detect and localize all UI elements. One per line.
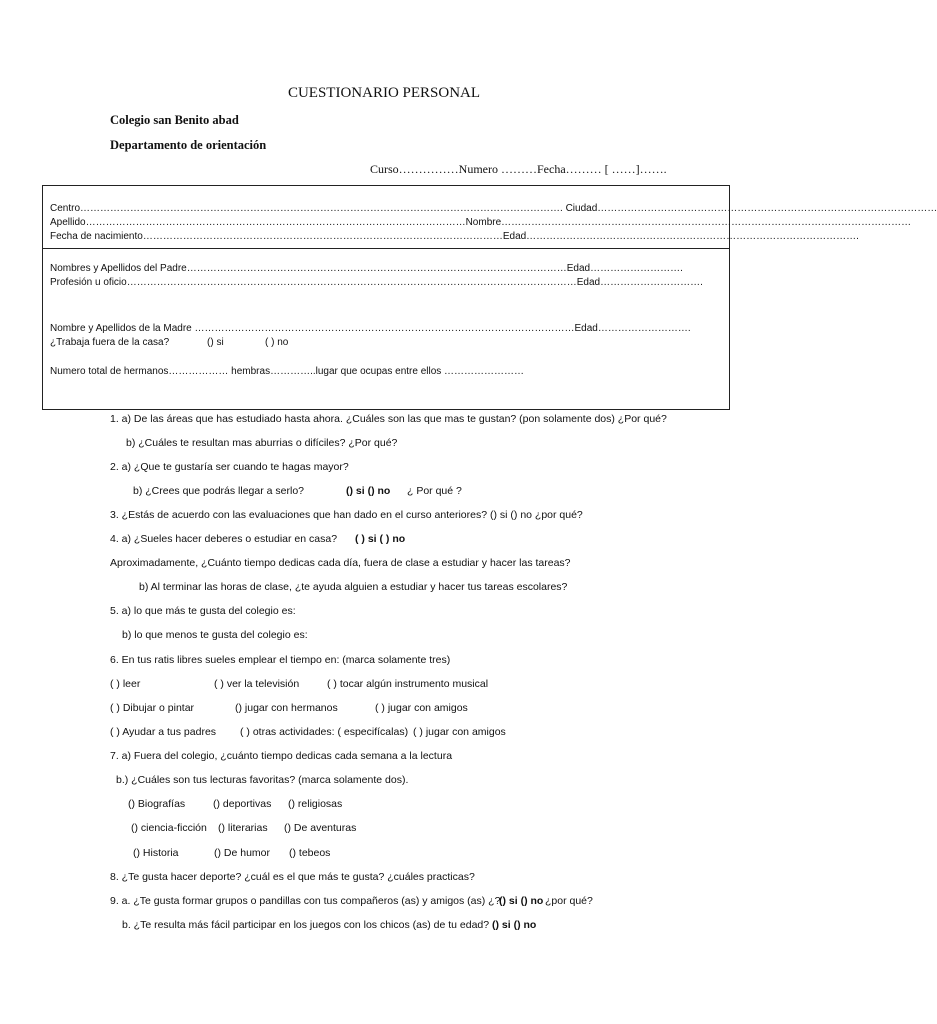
- question-4b: b) Al terminar las horas de clase, ¿te ayuda alguien a estudiar y hacer tus tareas escolares?: [139, 581, 568, 593]
- option-jugar-amigos-2[interactable]: ( ) jugar con amigos: [413, 726, 506, 738]
- option-ciencia-ficcion[interactable]: () ciencia-ficción: [131, 822, 207, 834]
- option-ayudar-padres[interactable]: ( ) Ayudar a tus padres: [110, 726, 217, 738]
- option-biografias[interactable]: () Biografías: [128, 798, 186, 810]
- question-4-approx: Aproximadamente, ¿Cuánto tiempo dedicas cada día, fuera de clase a estudiar y hacer las tareas?: [110, 557, 571, 569]
- question-9b-options[interactable]: () si () no: [492, 919, 537, 931]
- question-8: 8. ¿Te gusta hacer deporte? ¿cuál es el que más te gusta? ¿cuáles practicas?: [110, 871, 475, 883]
- trabaja-no-option[interactable]: ( ) no: [265, 337, 289, 348]
- profesion-field[interactable]: Profesión u oficio………………………………………………………………………………………………………………………Edad………………………….: [50, 277, 703, 288]
- question-5b: b) lo que menos te gusta del colegio es:: [122, 629, 308, 641]
- option-aventuras[interactable]: () De aventuras: [284, 822, 357, 834]
- question-2b: b) ¿Crees que podrás llegar a serlo?: [133, 485, 305, 497]
- option-instrumento[interactable]: ( ) tocar algún instrumento musical: [327, 678, 489, 690]
- madre-field[interactable]: Nombre y Apellidos de la Madre ……………………………………………………………………………………………………Edad……………………….: [50, 323, 691, 334]
- box-divider: [43, 248, 729, 249]
- option-leer[interactable]: ( ) leer: [110, 678, 141, 690]
- fecha-nacimiento-field[interactable]: Fecha de nacimiento………………………………………………………………………………………………Edad……………………………………………………………………………………….: [50, 231, 859, 242]
- option-jugar-hermanos[interactable]: () jugar con hermanos: [235, 702, 338, 714]
- question-1a: 1. a) De las áreas que has estudiado hasta ahora. ¿Cuáles son las que mas te gustan? (pon solamente dos) ¿Por qué?: [110, 413, 667, 425]
- question-9a-why: ¿por qué?: [545, 895, 593, 907]
- question-1b: b) ¿Cuáles te resultan mas aburrias o difíciles? ¿Por qué?: [126, 437, 398, 449]
- option-tebeos[interactable]: () tebeos: [289, 847, 331, 859]
- padre-field[interactable]: Nombres y Apellidos del Padre……………………………………………………………………………………………………Edad……………………….: [50, 263, 683, 274]
- question-6: 6. En tus ratis libres sueles emplear el tiempo en: (marca solamente tres): [110, 654, 451, 666]
- option-deportivas[interactable]: () deportivas: [213, 798, 272, 810]
- question-9a: 9. a. ¿Te gusta formar grupos o pandillas con tus compañeros (as) y amigos (as) ¿?: [110, 895, 501, 907]
- question-9b: b. ¿Te resulta más fácil participar en los juegos con los chicos (as) de tu edad?: [122, 919, 490, 931]
- option-humor[interactable]: () De humor: [214, 847, 271, 859]
- option-religiosas[interactable]: () religiosas: [288, 798, 343, 810]
- option-historia[interactable]: () Historia: [133, 847, 179, 859]
- question-2b-why: ¿ Por qué ?: [407, 485, 462, 497]
- question-4a-options[interactable]: ( ) si ( ) no: [355, 533, 406, 545]
- question-7a: 7. a) Fuera del colegio, ¿cuánto tiempo dedicas cada semana a la lectura: [110, 750, 453, 762]
- question-7b: b.) ¿Cuáles son tus lecturas favoritas? (marca solamente dos).: [116, 774, 409, 786]
- hermanos-field[interactable]: Numero total de hermanos……………… hembras…………..lugar que ocupas entre ellos ……………………: [50, 366, 525, 377]
- option-otras-actividades[interactable]: ( ) otras actividades: ( especifícalas): [240, 726, 409, 738]
- option-literarias[interactable]: () literarias: [218, 822, 268, 834]
- question-2b-options[interactable]: () si () no: [346, 485, 391, 497]
- course-info-line: Curso……………Numero ………Fecha……… [ ……]…….: [370, 162, 667, 176]
- trabaja-label: ¿Trabaja fuera de la casa?: [50, 337, 170, 348]
- trabaja-si-option[interactable]: () si: [207, 337, 224, 348]
- school-name: Colegio san Benito abad: [110, 113, 239, 127]
- option-ver-television[interactable]: ( ) ver la televisión: [214, 678, 300, 690]
- question-3: 3. ¿Estás de acuerdo con las evaluaciones que han dado en el curso anteriores? () si () no ¿por qué?: [110, 509, 583, 521]
- option-jugar-amigos[interactable]: ( ) jugar con amigos: [375, 702, 468, 714]
- page-title: CUESTIONARIO PERSONAL: [287, 85, 481, 101]
- department-name: Departamento de orientación: [110, 138, 267, 152]
- centro-field[interactable]: Centro………………………………………………………………………………………………………………………………. Ciudad…………………………………………………………………………………………: [50, 203, 937, 214]
- option-dibujar[interactable]: ( ) Dibujar o pintar: [110, 702, 195, 714]
- question-9a-options[interactable]: () si () no: [499, 895, 544, 907]
- apellido-nombre-field[interactable]: Apellido……………………………………………………………………………………………………Nombre……………………………………………………………………………………………………………: [50, 217, 912, 228]
- question-5a: 5. a) lo que más te gusta del colegio es:: [110, 605, 296, 617]
- question-2a: 2. a) ¿Que te gustaría ser cuando te hagas mayor?: [110, 461, 349, 473]
- question-4a: 4. a) ¿Sueles hacer deberes o estudiar en casa?: [110, 533, 338, 545]
